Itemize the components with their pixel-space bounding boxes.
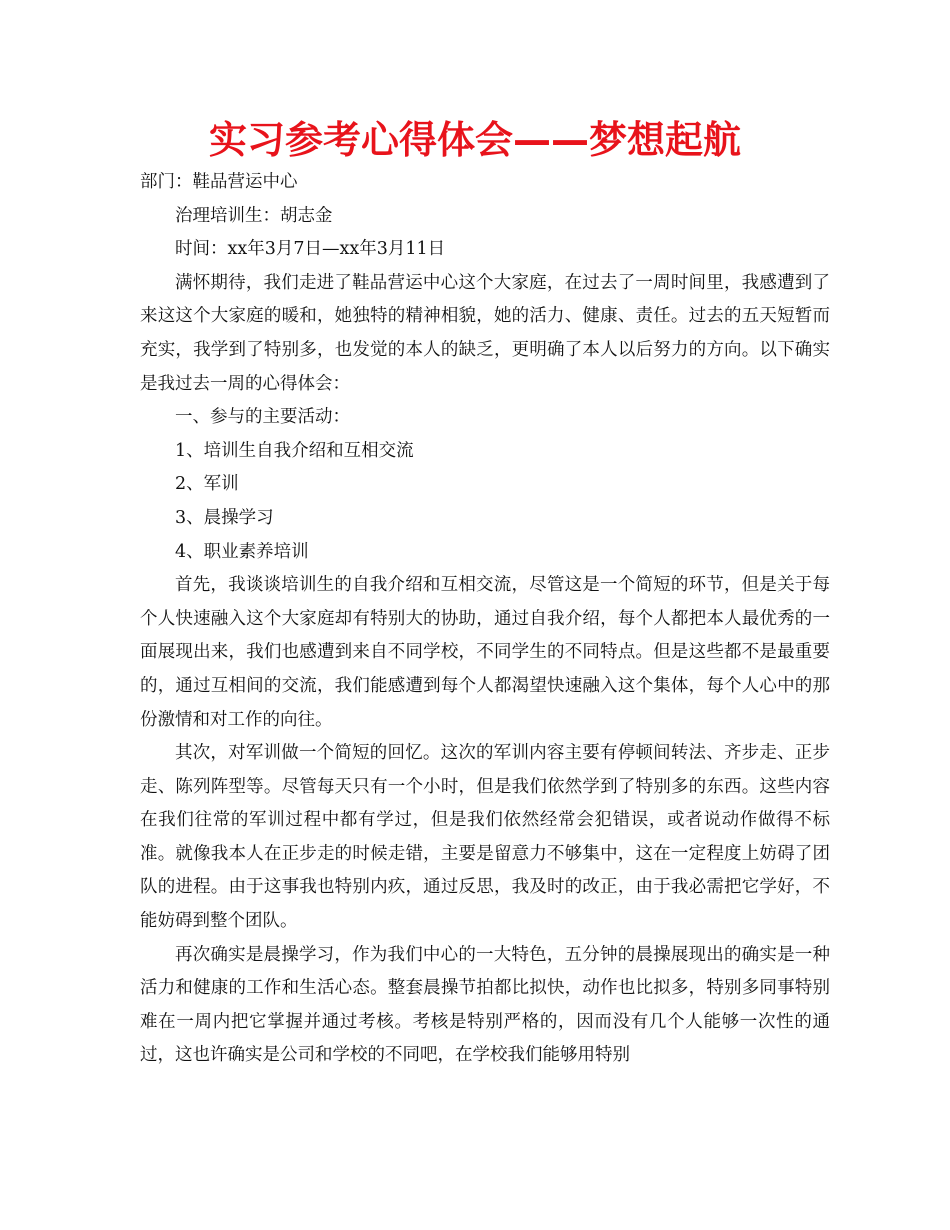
document-body [140,166,830,1073]
department-line: 部门：鞋品营运中心 [140,172,298,192]
paragraph-military-training: 其次，对军训做一个简短的回忆。这次的军训内容主要有停顿间转法、齐步走、正步走、陈列阵型等。尽管每天只有一个小时，但是我们依然学到了特别多的东西。这些内容在我们往常的军训过程中都有学过，但是我们依然经常会犯错误，或者说动作做得不标准。就像我本人在正步走的时候走错，主要是留意力不够集中，这在一定程度上妨碍了团队的进程。由于这事我也特别内疚，通过反思，我及时的改正，由于我必需把它学好，不能妨碍到整个团队。 [140,743,830,932]
paragraph-morning-exercise: 再次确实是晨操学习，作为我们中心的一大特色，五分钟的晨操展现出的确实是一种活力和健康的工作和生活心态。整套晨操节拍都比拟快，动作也比拟多，特别多同事特别难在一周内把它掌握并通过考核。考核是特别严格的，因而没有几个人能够一次性的通过，这也许确实是公司和学校的不同吧，在学校我们能够用特别 [140,944,830,1066]
list-item: 2、军训 [175,474,239,495]
paragraph-introduction-exchange: 首先，我谈谈培训生的自我介绍和互相交流，尽管这是一个简短的环节，但是关于每个人快速融入这个大家庭却有特别大的协助，通过自我介绍，每个人都把本人最优秀的一面展现出来，我们也感遭到来自不同学校，不同学生的不同特点。但是这些都不是最重要的，通过互相间的交流，我们能感遭到每个人都渴望快速融入这个集体，每个人心中的那份激情和对工作的向往。 [140,575,830,730]
list-item: 3、晨操学习 [175,507,274,528]
document-title: 实习参考心得体会——梦想起航 [208,118,741,162]
intro-paragraph: 满怀期待，我们走进了鞋品营运中心这个大家庭，在过去了一周时间里，我感遭到了来这这个大家庭的暖和，她独特的精神相貌，她的活力、健康、责任。过去的五天短暂而充实，我学到了特别多，也发觉的本人的缺乏，更明确了本人以后努力的方向。以下确实是我过去一周的心得体会： [140,272,830,394]
list-item: 1、培训生自我介绍和互相交流 [175,440,414,461]
period-line: 时间：xx年3月7日—xx年3月11日 [175,239,446,260]
trainee-line: 治理培训生：胡志金 [175,205,333,226]
list-item: 4、职业素养培训 [175,541,309,562]
section-heading-activities: 一、参与的主要活动： [175,407,350,428]
